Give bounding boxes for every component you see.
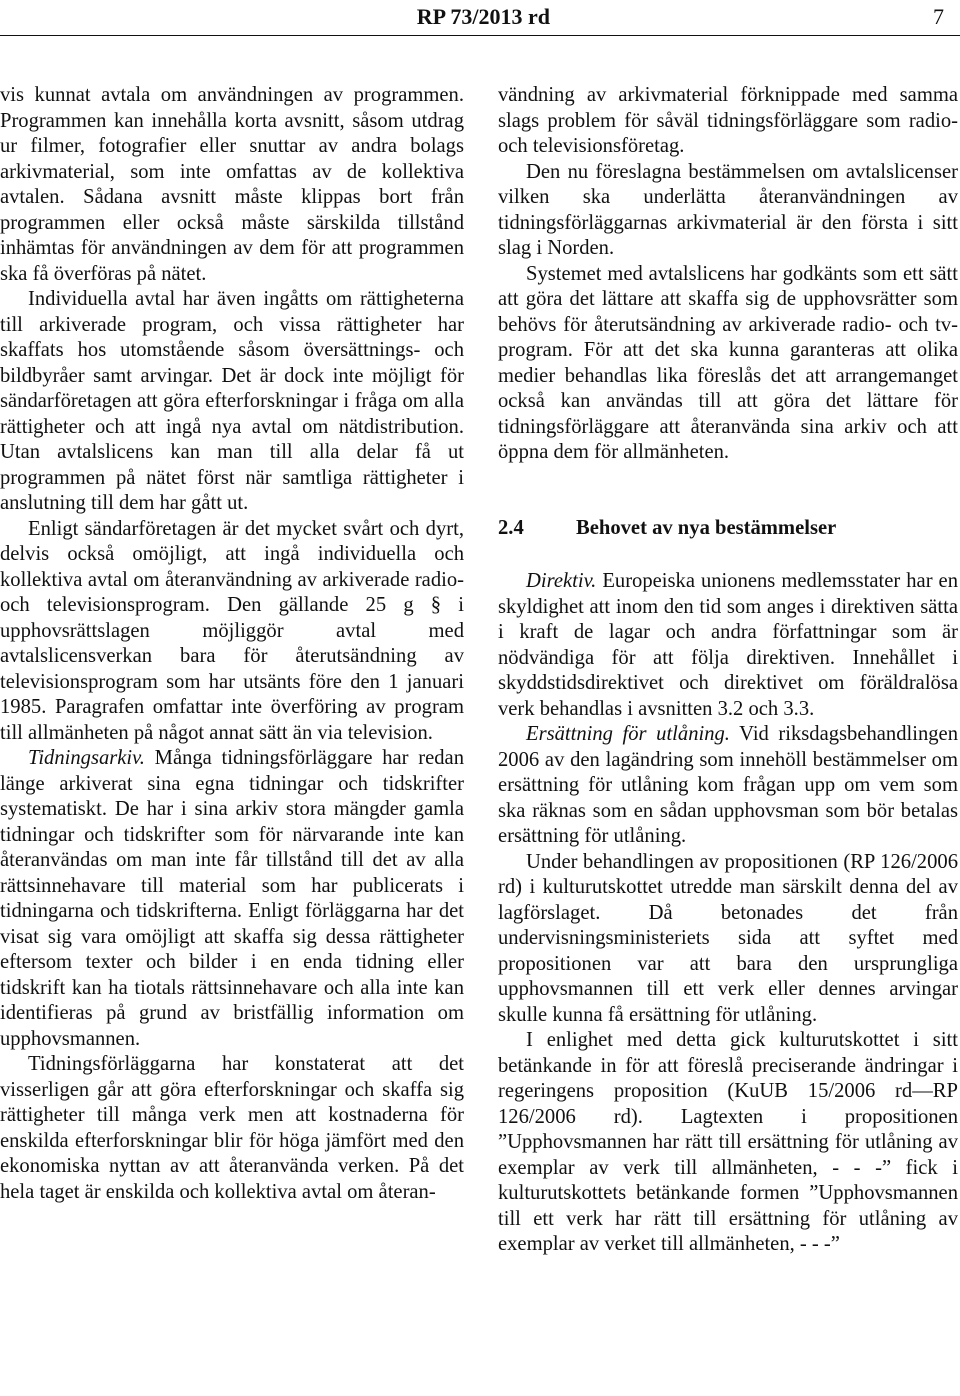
paragraph xyxy=(498,722,958,850)
paragraph xyxy=(498,262,958,466)
paragraph-text: Den nu föreslagna bestämmelsen om avtalslicenser vilken ska underlätta återanvändningen av tidningsförläggarnas arkivmaterial är den första i sitt slag i Norden. xyxy=(498,160,958,259)
paragraph xyxy=(498,850,958,1029)
paragraph-text: Många tidningsförläggare har redan länge arkiverat sina egna tidningar och tidskrifter systematiskt. De har i sina arkiv stora mängder gamla tidningar och tidskrifter som för närvarande inte kan återanvändas om man inte får tillstånd till det av alla rättsinnehavare till material som har publicerats i tidningarna och tidskrifterna. Enligt förläggarna har det visat sig vara omöjligt att skaffa sig dessa rättigheter eftersom texter och bilder i en enda tidning eller tidskrift kan ha tiotals rättsinnehavare och alla inte kan identifieras på grund av bristfällig information om upphovsmannen. xyxy=(0,747,464,1050)
paragraph xyxy=(0,517,464,747)
paragraph-text: Individuella avtal har även ingåtts om rättigheterna till arkiverade program, och vissa rättigheter har skaffats hos utomstående såsom översättnings- och bildbyråer samt arvingar. Det är dock inte möjligt för sändarföretagen att göra efterforskningar i fråga om alla rättigheter och att ingå nya avtal om nätdistribution. Utan avtalslicens kan man till alla delar få ut programmen på nätet först när samtliga rättigheter i anslutning till dem har gått ut. xyxy=(0,288,464,514)
paragraph xyxy=(498,160,958,262)
paragraph xyxy=(0,83,464,287)
right-column xyxy=(498,83,958,1258)
paragraph xyxy=(0,287,464,517)
paragraph-text: Vid riksdagsbehandlingen 2006 av den lagändring som innehöll bestämmelser om ersättning för utlåning kom frågan upp om vem som ska räknas som en sådan upphovsman som bör betalas ersättning för utlåning. xyxy=(498,723,958,847)
section-title: Behovet av nya bestämmelser xyxy=(576,516,837,539)
paragraph-text: Enligt sändarföretagen är det mycket svårt och dyrt, delvis också omöjligt, att ingå individuella och kollektiva avtal om återanvändning av arkiverade radio- och televisionsprogram. Den gällande 25 g § i upphovsrättslagen möjliggör avtal med avtalslicensverkan bara för återutsändning av televisionsprogram som har utsänts före den 1 januari 1985. Paragrafen omfattar inte överföring av program till allmänheten på något annat sätt än via television. xyxy=(0,517,464,744)
document-id: RP 73/2013 rd xyxy=(416,4,550,29)
paragraph xyxy=(0,1052,464,1205)
paragraph-text: Under behandlingen av propositionen (RP 126/2006 rd) i kulturutskottet utredde man särskilt denna del av lagförslaget. Då betonades det från undervisningsministeriets sida att syftet med propositionen var att bara den ursprungliga upphovsmannen till ett verk eller dennes arvingar skulle kunna få ersättning för utlåning. xyxy=(498,850,958,1026)
paragraph-lead: Direktiv. xyxy=(526,570,597,592)
paragraph-text: vis kunnat avtala om användningen av programmen. Programmen kan innehålla korta avsnitt, såsom utdrag ur filmer, fotografier eller snuttar av andra bolags arkivmaterial, som inte omfattas av de kollektiva avtalen. Sådana avsnitt måste klippas bort från programmen eller också måste särskilda tillstånd inhämtas för användningen av dem för att programmen ska få överföras på nätet. xyxy=(0,84,464,285)
paragraph xyxy=(498,569,958,722)
paragraph-lead: Tidningsarkiv. xyxy=(28,747,145,769)
header-rule xyxy=(0,35,960,36)
paragraph-text: Tidningsförläggarna har konstaterat att det visserligen går att göra efterforskningar och skaffa sig rättigheter till många verk men att kostnaderna för enskilda efterforskningar blir för höga jämfört med den ekonomiska nyttan av att återanvända verken. På det hela taget är enskilda och kollektiva avtal om återan- xyxy=(0,1053,464,1203)
paragraph-text: Europeiska unionens medlemsstater har en skyldighet att inom den tid som anges i direktiven sätta i kraft de lagar och andra författningar som är nödvändiga för att följa direktiven. Innehållet i skyddstidsdirektivet och direktivet om föräldralösa verk behandlas i avsnitten 3.2 och 3.3. xyxy=(498,570,958,720)
section-number: 2.4 xyxy=(498,516,524,539)
page-header xyxy=(0,0,960,34)
paragraph xyxy=(0,746,464,1052)
left-column xyxy=(0,83,464,1205)
page-number: 7 xyxy=(933,4,944,29)
paragraph-lead: Ersättning för utlåning. xyxy=(526,723,730,745)
paragraph-text: vändning av arkivmaterial förknippade med samma slags problem för såväl tidningsförläggare som radio- och televisionsföretag. xyxy=(498,84,958,157)
section-heading xyxy=(498,516,958,542)
paragraph xyxy=(498,83,958,160)
paragraph-text: I enlighet med detta gick kulturutskottet i sitt betänkande in för att föreslå preciserande ändringar i regeringens proposition (KuUB 15/2006 rd—RP 126/2006 rd). Lagtexten i propositionen ”Upphovsmannen har rätt till ersättning för utlåning av exemplar av verk till allmänheten, - - -” fick i kulturutskottets betänkande formen ”Upphovsmannen till ett verk har rätt till ersättning för utlåning av exemplar av verket till allmänheten, - - -” xyxy=(498,1029,958,1255)
paragraph-text: Systemet med avtalslicens har godkänts som ett sätt att göra det lättare att skaffa sig de upphovsrätter som behövs för återutsändning av arkiverade radio- och tv-program. För att det ska kunna garanteras att olika medier behandlas lika föreslås det att arrangemanget också kan användas till att göra det lättare för tidningsförläggare att återanvända sina arkiv och att öppna dem för allmänheten. xyxy=(498,262,958,463)
paragraph xyxy=(498,1028,958,1258)
